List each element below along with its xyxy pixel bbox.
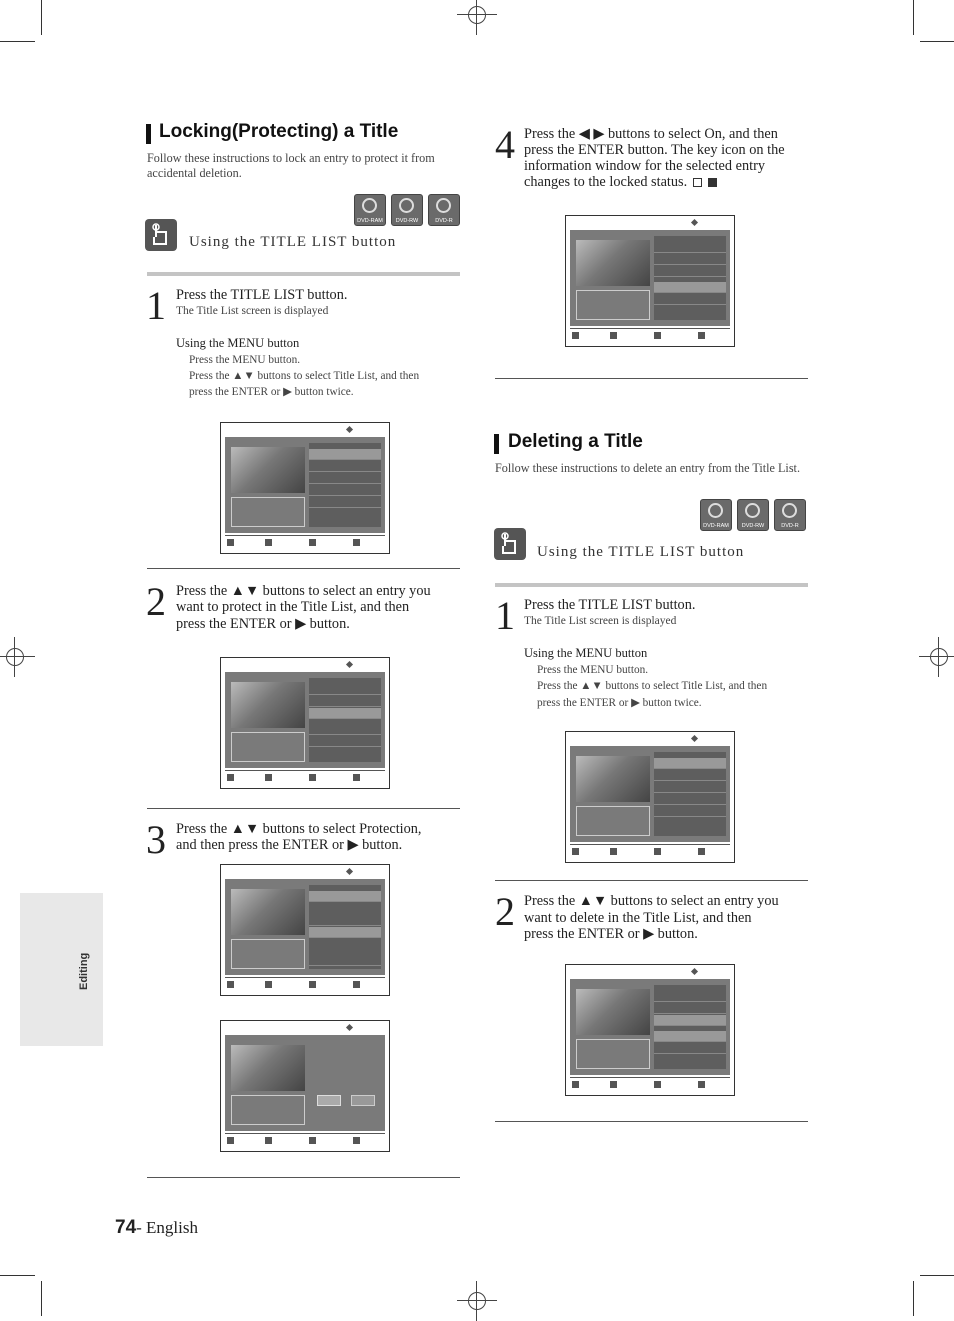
step-text: want to delete in the Title List, and then xyxy=(524,910,752,926)
step-text: Press the ▲▼ buttons to select an entry you xyxy=(176,583,431,599)
screen-footer xyxy=(225,770,385,785)
deleting-subhead: Using the TITLE LIST button xyxy=(537,544,745,560)
section-rule xyxy=(495,583,808,587)
info-window xyxy=(231,1095,305,1125)
info-window xyxy=(231,732,305,762)
registration-mark-top xyxy=(457,0,497,35)
lock-icon xyxy=(708,178,717,187)
thumbnail-image xyxy=(576,240,650,286)
info-window xyxy=(231,497,305,527)
title-list-screen xyxy=(220,864,390,996)
screen-footer xyxy=(570,328,730,343)
title-list xyxy=(309,678,381,762)
on-option xyxy=(317,1095,341,1106)
step-number: 1 xyxy=(495,593,515,638)
section-bar xyxy=(146,124,151,144)
registration-mark-bottom xyxy=(457,1281,497,1321)
screen-footer xyxy=(225,977,385,992)
step-number: 2 xyxy=(495,889,515,934)
step-text: Press the TITLE LIST button. xyxy=(176,287,348,303)
title-list-screen xyxy=(565,731,735,863)
step-text: information window for the selected entry xyxy=(524,158,765,174)
title-list-screen xyxy=(565,964,735,1096)
locking-subhead: Using the TITLE LIST button xyxy=(189,234,397,250)
title-list xyxy=(654,236,726,320)
hand-icon xyxy=(145,219,177,251)
menu-line: press the ENTER or ▶ button twice. xyxy=(189,386,354,398)
title-list xyxy=(309,443,381,527)
title-list xyxy=(654,752,726,836)
step-text: press the ENTER or ▶ button. xyxy=(176,616,350,632)
menu-heading: Using the MENU button xyxy=(176,336,300,350)
screen-footer xyxy=(570,1077,730,1092)
unlock-icon xyxy=(693,178,702,187)
divider xyxy=(495,880,808,881)
screen-footer xyxy=(225,1133,385,1148)
divider xyxy=(147,568,460,569)
step-text: Press the ◀ ▶ buttons to select On, and then xyxy=(524,126,778,142)
thumbnail-image xyxy=(576,989,650,1035)
disc-icons xyxy=(354,194,460,226)
registration-mark-left xyxy=(0,637,35,677)
info-window xyxy=(576,806,650,836)
move-icon xyxy=(691,968,698,975)
menu-line: press the ENTER or ▶ button twice. xyxy=(537,697,702,709)
thumbnail-image xyxy=(231,1045,305,1091)
side-tab-label: Editing xyxy=(78,952,90,990)
locking-intro: Follow these instructions to lock an entry to protect it from accidental deletion. xyxy=(147,151,435,180)
title-list xyxy=(309,885,381,969)
thumbnail-image xyxy=(231,447,305,493)
locking-title: Locking(Protecting) a Title xyxy=(159,121,399,142)
divider xyxy=(147,808,460,809)
divider xyxy=(495,1121,808,1122)
menu-line: Press the ▲▼ buttons to select Title List, and then xyxy=(189,370,420,382)
side-tab xyxy=(20,893,103,1046)
screen-footer xyxy=(570,844,730,859)
info-window xyxy=(231,939,305,969)
step-text: Press the TITLE LIST button. xyxy=(524,597,696,613)
dvd-rw-icon: DVD-RW xyxy=(737,499,769,531)
divider xyxy=(147,1177,460,1178)
thumbnail-image xyxy=(231,682,305,728)
off-option xyxy=(351,1095,375,1106)
dvd-r-icon: DVD-R xyxy=(428,194,460,226)
page-number: 74- English xyxy=(115,1217,198,1238)
step-text: want to protect in the Title List, and then xyxy=(176,599,410,615)
section-rule xyxy=(147,272,460,276)
step-subtext: The Title List screen is displayed xyxy=(176,305,329,317)
menu-line: Press the MENU button. xyxy=(537,664,649,676)
move-icon xyxy=(346,1024,353,1031)
step-text: press the ENTER or ▶ button. xyxy=(524,926,698,942)
step-text: Press the ▲▼ buttons to select an entry you xyxy=(524,893,779,909)
thumbnail-image xyxy=(576,756,650,802)
screen-footer xyxy=(225,535,385,550)
step-text: and then press the ENTER or ▶ button. xyxy=(176,837,403,853)
step-subtext: The Title List screen is displayed xyxy=(524,615,677,627)
hand-icon xyxy=(494,528,526,560)
disc-icons xyxy=(700,499,806,531)
step-text: press the ENTER button. The key icon on the xyxy=(524,142,785,158)
dvd-rw-icon: DVD-RW xyxy=(391,194,423,226)
menu-heading: Using the MENU button xyxy=(524,646,648,660)
dvd-ram-icon: DVD-RAM xyxy=(354,194,386,226)
section-bar xyxy=(494,434,499,454)
registration-mark-right xyxy=(919,637,954,677)
step-number: 4 xyxy=(495,122,515,167)
dvd-r-icon: DVD-R xyxy=(774,499,806,531)
info-window xyxy=(576,290,650,320)
step-number: 2 xyxy=(146,579,166,624)
title-list-screen xyxy=(220,657,390,789)
deleting-title: Deleting a Title xyxy=(508,431,643,452)
move-icon xyxy=(346,661,353,668)
title-list xyxy=(654,985,726,1069)
move-icon xyxy=(691,735,698,742)
title-list-screen xyxy=(220,422,390,554)
menu-line: Press the MENU button. xyxy=(189,354,301,366)
step-text: changes to the locked status. xyxy=(524,174,717,191)
move-icon xyxy=(346,868,353,875)
move-icon xyxy=(691,219,698,226)
deleting-intro: Follow these instructions to delete an entry from the Title List. xyxy=(495,461,800,475)
protection-screen xyxy=(220,1020,390,1152)
dvd-ram-icon: DVD-RAM xyxy=(700,499,732,531)
move-icon xyxy=(346,426,353,433)
step-text: Press the ▲▼ buttons to select Protection, xyxy=(176,821,422,837)
thumbnail-image xyxy=(231,889,305,935)
menu-line: Press the ▲▼ buttons to select Title List, and then xyxy=(537,680,768,692)
step-number: 3 xyxy=(146,817,166,862)
step-number: 1 xyxy=(146,283,166,328)
title-list-screen xyxy=(565,215,735,347)
info-window xyxy=(576,1039,650,1069)
divider xyxy=(495,378,808,379)
